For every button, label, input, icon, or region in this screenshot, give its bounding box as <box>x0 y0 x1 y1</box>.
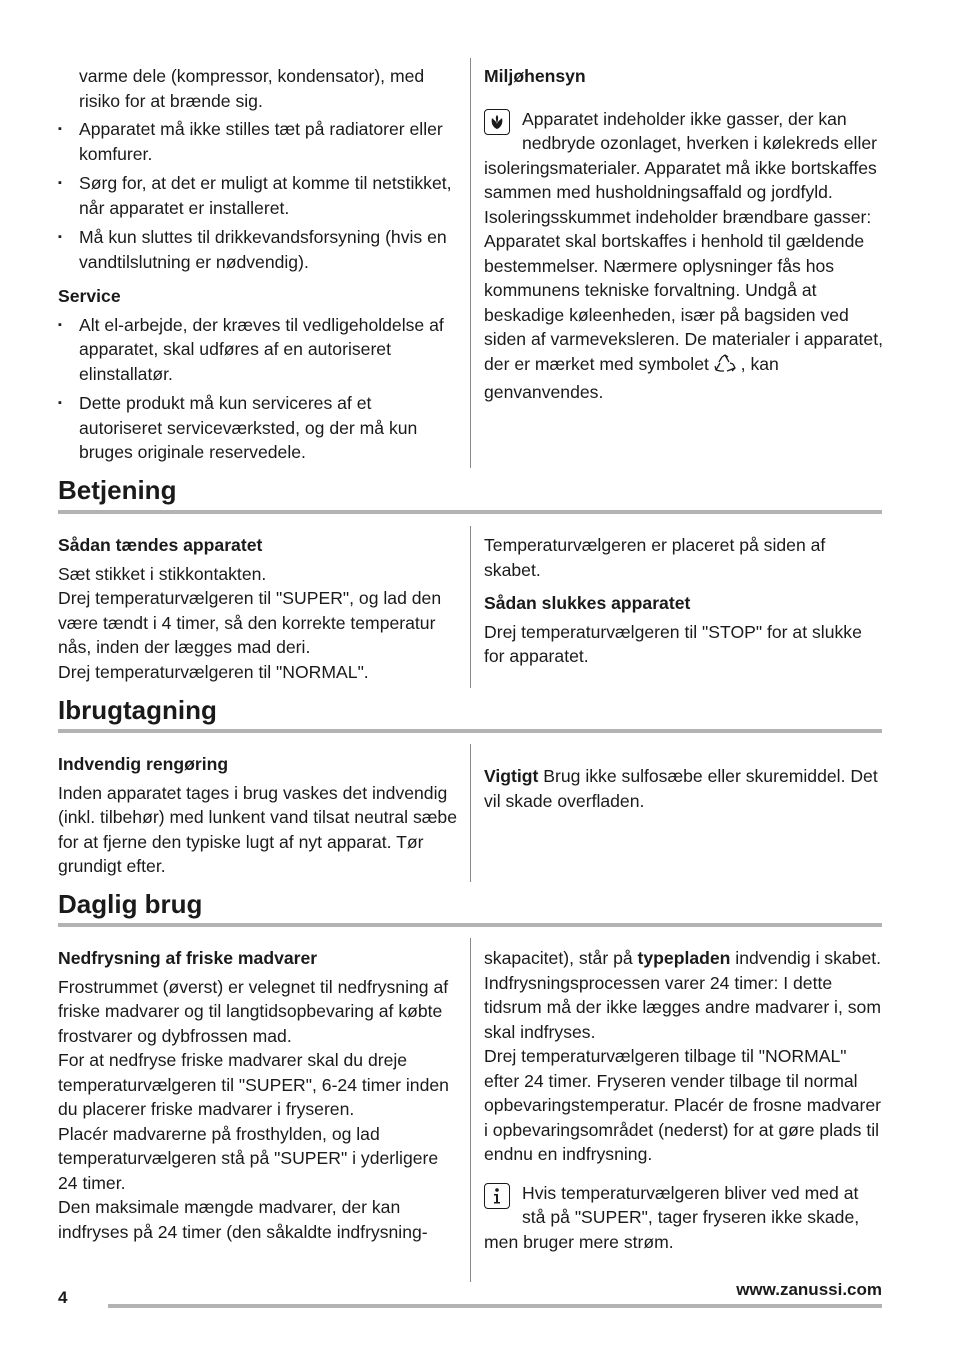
environment-text: Apparatet indeholder ikke gasser, der kan nedbryde ozonlaget, hverken i kølekreds eller isoleringsmaterialer. Apparatet må ikke bortskaffes sammen med husholdningsaffald og jordfyld. Isoleringsskummet indeholder brændbare gasser: Apparatet skal bortskaffes i henhold til gældende bestemmelser. Nærmere oplysninger fås hos kommunens tekniske forvaltning. Undgå at beskadige køleenheden, især på bagsiden ved siden af varmeveksleren. De materialer i apparatet, der er mærket med symbolet <box>484 108 883 374</box>
section-rule <box>58 729 882 733</box>
paragraph: Drej temperaturvælgeren til "STOP" for at slukke for apparatet. <box>484 621 862 666</box>
paragraph: Temperaturvælgeren er placeret på siden af skabet. <box>484 535 826 580</box>
recycle-icon <box>714 354 736 381</box>
paragraph: Drej temperaturvælgeren til "SUPER", og lad den være tændt i 4 timer, så den korrekte temperatur nås, inden der lægges mad deri. <box>58 588 442 657</box>
info-note <box>484 1181 884 1255</box>
continued-text: varme dele (kompressor, kondensator), med risiko for at brænde sig. <box>79 66 425 111</box>
page-number: 4 <box>58 1288 68 1307</box>
column-divider <box>470 58 471 468</box>
paragraph: For at nedfryse friske madvarer skal du dreje temperaturvælgeren til "SUPER", 6-24 timer inden du placerer friske madvarer i fryseren. <box>58 1050 449 1119</box>
environment-heading: Miljøhensyn <box>484 66 586 86</box>
column-divider <box>470 744 471 882</box>
text-fragment: skapacitet), står på <box>484 948 638 968</box>
betjening-left-column <box>58 533 458 684</box>
environment-paragraph <box>484 107 884 405</box>
service-bullet-list <box>58 313 458 465</box>
freezing-heading: Nedfrysning af friske madvarer <box>58 948 318 968</box>
paragraph: Frostrummet (øverst) er velegnet til nedfrysning af friske madvarer og til langtidsopbevaring af købte frostvarer og dybfrossen mad. <box>58 976 449 1046</box>
service-heading: Service <box>58 286 121 306</box>
paragraph: Drej temperaturvælgeren til "NORMAL". <box>58 661 369 682</box>
column-divider <box>470 938 471 1282</box>
switch-on-heading: Sådan tændes apparatet <box>58 535 263 555</box>
safety-bullet-list <box>58 117 458 274</box>
info-icon <box>484 1183 510 1209</box>
list-item: ▪ Må kun sluttes til drikkevandsforsyning (hvis en vandtilslutning er nødvendig). <box>58 225 458 274</box>
paragraph: Den maksimale mængde madvarer, der kan indfryses på 24 timer (den såkaldte indfrysning- <box>58 1197 428 1242</box>
important-text: Brug ikke sulfosæbe eller skuremiddel. Det vil skade overfladen. <box>484 766 878 811</box>
important-label: Vigtigt <box>484 766 539 786</box>
paragraph: Placér madvarerne på frosthylden, og lad temperaturvælgeren stå på "SUPER" i yderligere 24 timer. <box>58 1123 439 1193</box>
paragraph: Inden apparatet tages i brug vaskes det indvendig (inkl. tilbehør) med lunkent vand tilsat neutral sæbe for at fjerne den typiske lugt af nyt apparat. Tør grundigt efter. <box>58 782 457 876</box>
footer-rule <box>108 1304 882 1308</box>
list-item: ▪ Dette produkt må kun serviceres af et autoriseret serviceværksted, og der må kun bruges originale reservedele. <box>58 391 458 465</box>
ibrugtagning-left-column <box>58 752 458 879</box>
top-left-column <box>58 64 458 465</box>
betjening-right-column <box>484 533 884 669</box>
list-item: ▪ Alt el-arbejde, der kræves til vedligeholdelse af apparatet, skal udføres af en autoriseret elinstallatør. <box>58 313 458 387</box>
environment-icon <box>484 109 510 135</box>
section-heading-betjening: Betjening <box>58 475 177 505</box>
typeplate-label: typepladen <box>637 948 731 968</box>
footer-url: www.zanussi.com <box>736 1280 882 1299</box>
list-item: ▪ Apparatet må ikke stilles tæt på radiatorer eller komfurer. <box>58 117 458 166</box>
paragraph: Drej temperaturvælgeren tilbage til "NORMAL" efter 24 timer. Fryseren vender tilbage til normal opbevaringstemperatur. Placér de frosne madvarer i opbevaringsområdet (nederst) for at gøre plads til endnu en indfrysning. <box>484 1046 882 1164</box>
daglig-right-column <box>484 946 884 1254</box>
ibrugtagning-right-column <box>484 764 884 813</box>
environment-text-end: , kan genvanvendes. <box>484 353 779 402</box>
daglig-left-column <box>58 946 458 1244</box>
section-heading-daglig-brug: Daglig brug <box>58 889 203 919</box>
paragraph: Indfrysningsprocessen varer 24 timer: I dette tidsrum må der ikke lægges andre madvarer i, som skal indfryses. <box>484 972 881 1042</box>
cleaning-heading: Indvendig rengøring <box>58 754 229 774</box>
section-rule <box>58 923 882 927</box>
top-right-column <box>484 64 884 405</box>
text-fragment: indvendig i skabet. <box>730 948 882 968</box>
important-note <box>484 764 884 813</box>
paragraph: Sæt stikket i stikkontakten. <box>58 563 267 584</box>
section-heading-ibrugtagning: Ibrugtagning <box>58 695 217 725</box>
section-rule <box>58 510 882 514</box>
info-text: Hvis temperaturvælgeren bliver ved med at stå på "SUPER", tager fryseren ikke skade, men bruger mere strøm. <box>484 1182 860 1252</box>
paragraph <box>484 946 884 971</box>
list-item: ▪ Sørg for, at det er muligt at komme til netstikket, når apparatet er installeret. <box>58 171 458 220</box>
column-divider <box>470 526 471 688</box>
switch-off-heading: Sådan slukkes apparatet <box>484 593 691 613</box>
